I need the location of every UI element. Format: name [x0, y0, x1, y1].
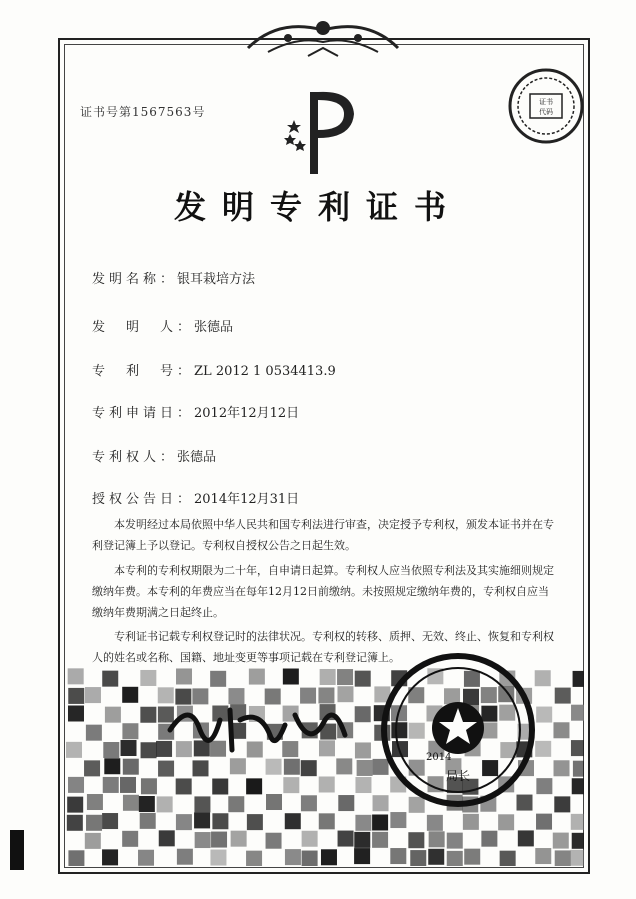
- certificate-title: 发明专利证书: [173, 188, 462, 226]
- body-paragraph-1: 本发明经过本局依照中华人民共和国专利法进行审查，决定授予专利权，颁发本证书并在专利登记簿上予以登记。专利权自授权公告之日起生效。: [92, 518, 554, 552]
- field-label: 授权公告日：: [92, 492, 195, 507]
- patent-office-emblem-icon: [282, 86, 362, 176]
- seal-text: 局长: [445, 769, 471, 783]
- director-signature-icon: [160, 690, 360, 760]
- field-value: 2014年12月31日: [194, 492, 300, 507]
- field-patentee: [92, 446, 216, 465]
- body-paragraph-2: 本专利的专利权期限为二十年，自申请日起算。专利权人应当依照专利法及其实施细则规定缴纳年费。本专利的年费应当在每年12月12日前缴纳。未按照规定缴纳年费的，专利权自应当缴纳年费期满之日起终止。: [92, 564, 554, 619]
- body-paragraph-3: 专利证书记载专利权登记时的法律状况。专利权的转移、质押、无效、终止、恢复和专利权人的姓名或名称、国籍、地址变更等事项记载在专利登记簿上。: [92, 630, 554, 664]
- field-label: 专利申请日：: [92, 406, 195, 421]
- field-label: 专利权人：: [92, 450, 178, 465]
- field-patent-number: [92, 360, 336, 379]
- top-ornament-icon: [238, 8, 408, 64]
- field-application-date: [92, 402, 299, 421]
- field-value: ZL 2012 1 0534413.9: [194, 364, 336, 379]
- field-label: 发 明 人：: [92, 320, 195, 335]
- top-right-seal-icon: [506, 66, 586, 146]
- certificate-number: 证书号第1567563号: [80, 105, 206, 119]
- field-invention-name: [92, 268, 255, 287]
- official-seal-icon: [378, 650, 538, 810]
- seal-date: 2014: [426, 752, 452, 763]
- top-seal-line1: 证书: [539, 98, 553, 106]
- field-value: 张德品: [194, 320, 234, 335]
- field-value: 张德品: [177, 450, 217, 465]
- field-grant-date: [92, 488, 299, 507]
- field-value: 银耳栽培方法: [177, 272, 256, 287]
- edge-mark: [10, 830, 24, 870]
- field-label: 发明名称：: [92, 272, 178, 287]
- top-seal-line2: 代码: [539, 108, 553, 116]
- field-value: 2012年12月12日: [194, 406, 300, 421]
- field-inventor: [92, 316, 233, 335]
- field-label: 专 利 号：: [92, 364, 195, 379]
